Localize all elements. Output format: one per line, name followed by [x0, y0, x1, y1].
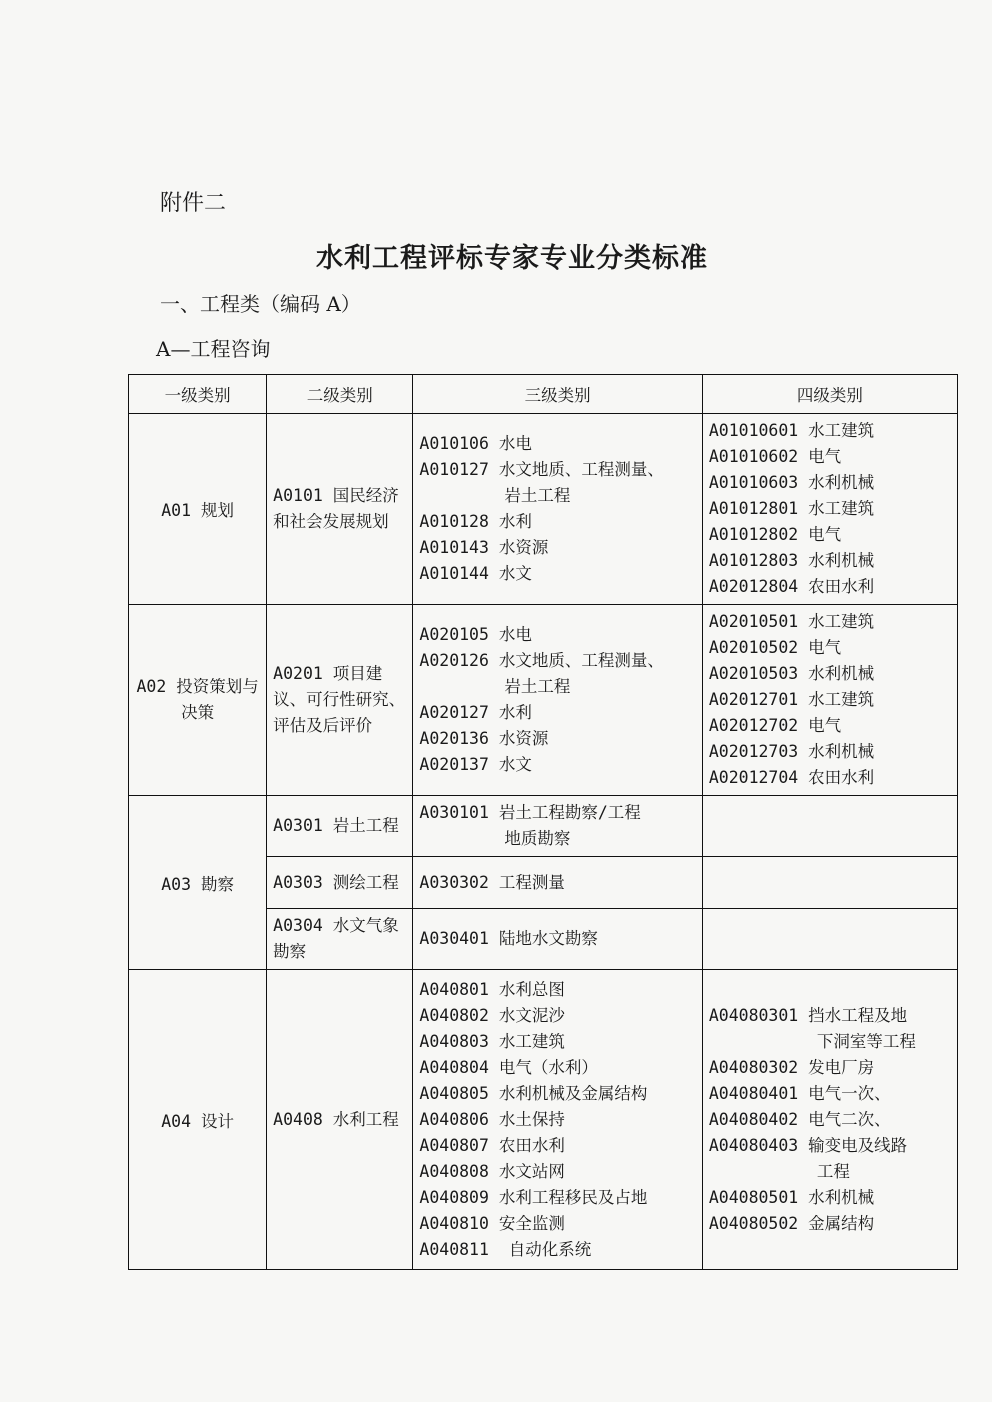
- attachment-label: 附件二: [160, 191, 227, 216]
- cell-a02-level3: [413, 605, 702, 796]
- cell-a02-level4: [702, 605, 957, 796]
- section-heading: 一、工程类（编码 A）: [160, 292, 361, 316]
- list-item: A010143 水资源: [419, 538, 549, 557]
- table-row-a02: [129, 605, 958, 796]
- list-item: A01010601 水工建筑: [708, 421, 875, 440]
- header-level4: 四级类别: [702, 375, 957, 414]
- list-item: A030101 岩土工程勘察/工程: [419, 803, 641, 822]
- cell-a03-level4-3: [702, 909, 957, 970]
- list-item: A020126 水文地质、工程测量、: [419, 651, 664, 670]
- list-item: A01012803 水利机械: [708, 551, 875, 570]
- list-item: A040801 水利总图: [419, 979, 565, 999]
- list-item: A010144 水文: [419, 564, 532, 583]
- list-item: A02012702 电气: [708, 716, 842, 735]
- list-item: A040804 电气（水利）: [419, 1057, 598, 1077]
- list-item: A04080402 电气二次、: [708, 1109, 891, 1129]
- list-item: A02010502 电气: [708, 638, 842, 657]
- list-item: A01010602 电气: [708, 447, 842, 466]
- list-item: A040809 水利工程移民及占地: [419, 1187, 648, 1207]
- cell-text: A0201 项目建议、可行性研究、评估及后评价: [273, 664, 406, 735]
- header-level1: 一级类别: [129, 375, 267, 414]
- cell-a02-level2: [267, 605, 413, 796]
- list-item: A02010501 水工建筑: [708, 612, 875, 631]
- list-item: A020137 水文: [419, 755, 532, 774]
- cell-a03-level2-1: [267, 796, 413, 857]
- list-item: A02012704 农田水利: [708, 768, 875, 787]
- list-item: 岩土工程: [504, 486, 571, 505]
- cell-a02-level1: [129, 605, 267, 796]
- list-item: A02012701 水工建筑: [708, 690, 875, 709]
- list-item: A010127 水文地质、工程测量、: [419, 460, 664, 479]
- list-item: A01012801 水工建筑: [708, 499, 875, 518]
- list-item: A04080502 金属结构: [708, 1213, 875, 1233]
- list-item: A02012703 水利机械: [708, 742, 875, 761]
- table-row-a01: [129, 414, 958, 605]
- list-item: A04080501 水利机械: [708, 1187, 875, 1207]
- list-item: A020136 水资源: [419, 729, 549, 748]
- list-item: A040803 水工建筑: [419, 1031, 565, 1051]
- cell-text: A0408 水利工程: [273, 1109, 399, 1129]
- cell-a03-level3-3: [413, 909, 702, 970]
- table-row-a03-1: [129, 796, 958, 857]
- subsection-heading: A—工程咨询: [156, 337, 271, 361]
- list-item: A02010503 水利机械: [708, 664, 875, 683]
- classification-table: [128, 374, 958, 1270]
- cell-a04-level3: [413, 970, 702, 1270]
- cell-a03-level4-2: [702, 857, 957, 909]
- cell-text: A02 投资策划与决策: [136, 677, 259, 722]
- cell-a01-level3: [413, 414, 702, 605]
- cell-a03-level4-1: [702, 796, 957, 857]
- list-item: A04080301 挡水工程及地: [708, 1005, 908, 1025]
- list-item: A04080403 输变电及线路: [708, 1135, 908, 1155]
- list-item: A040806 水土保持: [419, 1109, 565, 1129]
- list-item: A040811 自动化系统: [419, 1239, 592, 1259]
- list-item: 下洞室等工程: [816, 1031, 916, 1051]
- table-row-a04: [129, 970, 958, 1270]
- list-item: A01012802 电气: [708, 525, 842, 544]
- cell-a03-level1: A03 勘察: [129, 796, 267, 970]
- table-header-row: [129, 375, 958, 414]
- cell-a01-level4: [702, 414, 957, 605]
- list-item: A040810 安全监测: [419, 1213, 565, 1233]
- list-item: A040808 水文站网: [419, 1161, 565, 1181]
- cell-a04-level2: [267, 970, 413, 1270]
- list-item: A040805 水利机械及金属结构: [419, 1083, 648, 1103]
- list-item: A040802 水文泥沙: [419, 1005, 565, 1025]
- cell-a04-level1: A04 设计: [129, 970, 267, 1270]
- header-level2: 二级类别: [267, 375, 413, 414]
- cell-a03-level2-2: [267, 857, 413, 909]
- list-item: A020105 水电: [419, 625, 532, 644]
- cell-a03-level3-2: [413, 857, 702, 909]
- list-item: A040807 农田水利: [419, 1135, 565, 1155]
- list-item: A030401 陆地水文勘察: [419, 929, 598, 948]
- cell-text: A0101 国民经济和社会发展规划: [273, 486, 399, 531]
- list-item: A01010603 水利机械: [708, 473, 875, 492]
- cell-a01-level1: A01 规划: [129, 414, 267, 605]
- document-title: 水利工程评标专家专业分类标准: [316, 243, 708, 274]
- list-item: A04080302 发电厂房: [708, 1057, 875, 1077]
- cell-text: A0304 水文气象勘察: [273, 916, 399, 961]
- list-item: A04080401 电气一次、: [708, 1083, 891, 1103]
- list-item: 工程: [816, 1161, 850, 1181]
- list-item: 地质勘察: [504, 829, 571, 848]
- cell-a04-level4: [702, 970, 957, 1270]
- cell-text: A0303 测绘工程: [273, 872, 399, 892]
- cell-a03-level3-1: [413, 796, 702, 857]
- list-item: A010128 水利: [419, 512, 532, 531]
- header-level3: 三级类别: [413, 375, 702, 414]
- cell-a01-level2: [267, 414, 413, 605]
- cell-text: A0301 岩土工程: [273, 816, 399, 835]
- list-item: A030302 工程测量: [419, 872, 565, 892]
- list-item: A020127 水利: [419, 703, 532, 722]
- list-item: A02012804 农田水利: [708, 577, 875, 596]
- list-item: 岩土工程: [504, 677, 571, 696]
- cell-a03-level2-3: [267, 909, 413, 970]
- list-item: A010106 水电: [419, 434, 532, 453]
